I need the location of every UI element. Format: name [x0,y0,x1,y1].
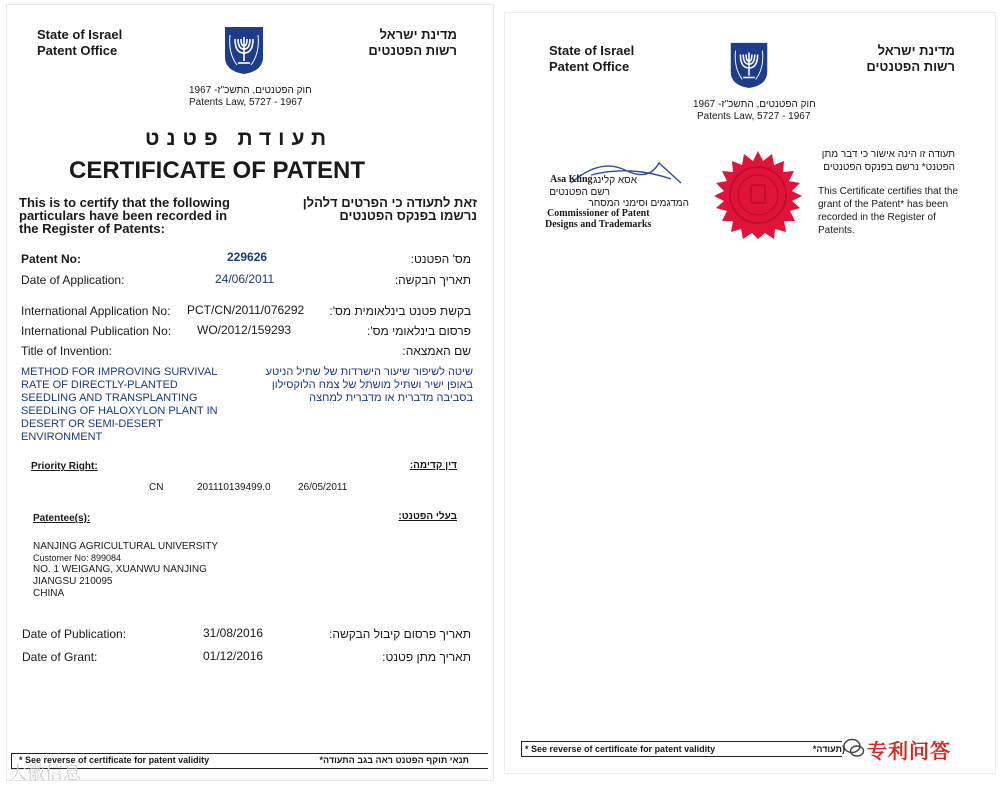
office-he: רשות הפטנטים [866,59,955,74]
wechat-icon [843,737,865,759]
state-he: מדינת ישראל [877,43,955,58]
office-en: Patent Office [37,43,118,58]
commissioner-en: Commissioner of Patent [547,208,650,219]
title-en: CERTIFICATE OF PATENT [69,157,365,184]
grant-en: This Certificate certifies that the grant of the Patent* has been recorded in the Register of Patents. [818,186,959,236]
state-en: State of Israel [37,27,123,42]
intro-en: This is to certify that the following particulars have been recorded in the Register of Patents: [19,195,230,236]
intro-he: זאת לתעודה כי הפרטים דלהלן נרשמו בפנקס הפטנטים [302,195,477,223]
date-of-grant-value: 01/12/2016 [203,649,264,663]
office-he: רשות הפטנטים [368,43,457,58]
title-of-invention-label-he: שם האמצאה: [402,344,471,358]
priority-date: 26/05/2011 [298,482,348,493]
date-of-publication-value: 31/08/2016 [203,626,264,640]
date-of-application-value: 24/06/2011 [215,272,275,286]
office-en: Patent Office [549,59,630,74]
watermark-left: 大徽信息 [9,763,81,783]
state-en: State of Israel [549,43,635,58]
designs-he: המדגמים וסימני המסחר [588,198,689,209]
intl-application-label: International Application No: [21,304,171,318]
date-of-application-label-he: תאריך הבקשה: [394,273,471,287]
watermark-right: 专利问答 [867,741,951,763]
date-of-publication-label: Date of Publication: [22,627,127,641]
intl-publication-value: WO/2012/159293 [197,323,292,337]
israel-emblem-icon [728,41,770,89]
designs-en: Designs and Trademarks [545,219,652,230]
patentee-label: Patentee(s): [33,513,91,524]
patentee-label-he: בעלי הפטנט: [398,511,457,522]
intl-application-value: PCT/CN/2011/076292 [187,303,305,317]
certificate-reverse-page [504,12,996,774]
footer-he: (תעודה* [812,744,845,754]
date-of-grant-label: Date of Grant: [22,650,98,664]
certificate-front-page [6,4,494,781]
signature-he: אסא קלינג [593,175,637,186]
law-he: חוק הפטנטים, התשכ"ז- 1967 [693,99,816,110]
priority-country: CN [149,482,164,493]
patentee-line: CHINA [33,588,65,599]
patentee-line: Customer No: 899084 [33,553,122,563]
patentee-line: NANJING AGRICULTURAL UNIVERSITY [33,541,219,552]
footer-en: * See reverse of certificate for patent validity [19,755,210,765]
footer-he: תנאי תוקף הפטנט ראה בגב התעודה* [319,755,469,765]
israel-emblem-icon [223,25,265,75]
law-he: חוק הפטנטים, התשכ"ז- 1967 [189,85,312,96]
title-of-invention-label: Title of Invention: [21,344,112,358]
invention-title-he: שיטה לשיפור שיעור הישרדות של שתיל הניטע באופן ישיר ושתיל מושתל של צמח הלוקסילון בסביבה מדברית או מדברית למחצה [265,366,473,404]
law-en: Patents Law, 5727 - 1967 [697,111,811,122]
intl-publication-label: International Publication No: [21,324,172,338]
patentee-line: NO. 1 WEIGANG, XUANWU NANJING [33,564,207,575]
date-of-application-label: Date of Application: [21,273,125,287]
patent-no-label-he: מס' הפטנט: [410,252,471,266]
registrar-he: רשם הפטנטים [549,187,610,198]
intl-application-label-he: בקשת פטנט בינלאומית מס': [329,304,471,318]
patent-no-value: 229626 [227,250,268,264]
date-of-publication-label-he: תאריך פרסום קיבול הבקשה: [329,627,471,641]
priority-number: 201110139499.0 [197,482,271,493]
intl-publication-label-he: פרסום בינלאומי מס': [367,324,471,338]
grant-he: תעודה זו הינה אישור כי דבר מתן הפטנט* נרשם בפנקס הפטנטים [821,149,955,173]
priority-label-he: דין קדימה: [409,460,457,471]
law-en: Patents Law, 5727 - 1967 [189,97,303,108]
priority-label: Priority Right: [31,461,98,472]
patentee-line: JIANGSU 210095 [33,576,113,587]
title-he: תעודת פטנט [145,127,334,150]
signature-en: Asa Kling [550,174,593,185]
state-he: מדינת ישראל [379,27,457,42]
invention-title-en: METHOD FOR IMPROVING SURVIVAL RATE OF DIRECTLY-PLANTED SEEDLING AND TRANSPLANTING SEEDLING OF HALOXYLON PLANT IN DESERT OR SEMI-DESERT ENVIRONMENT [21,366,218,443]
patent-no-label: Patent No: [21,252,81,266]
footer-en: * See reverse of certificate for patent validity [525,744,716,754]
red-seal-icon [712,149,804,241]
date-of-grant-label-he: תאריך מתן פטנט: [382,650,471,664]
